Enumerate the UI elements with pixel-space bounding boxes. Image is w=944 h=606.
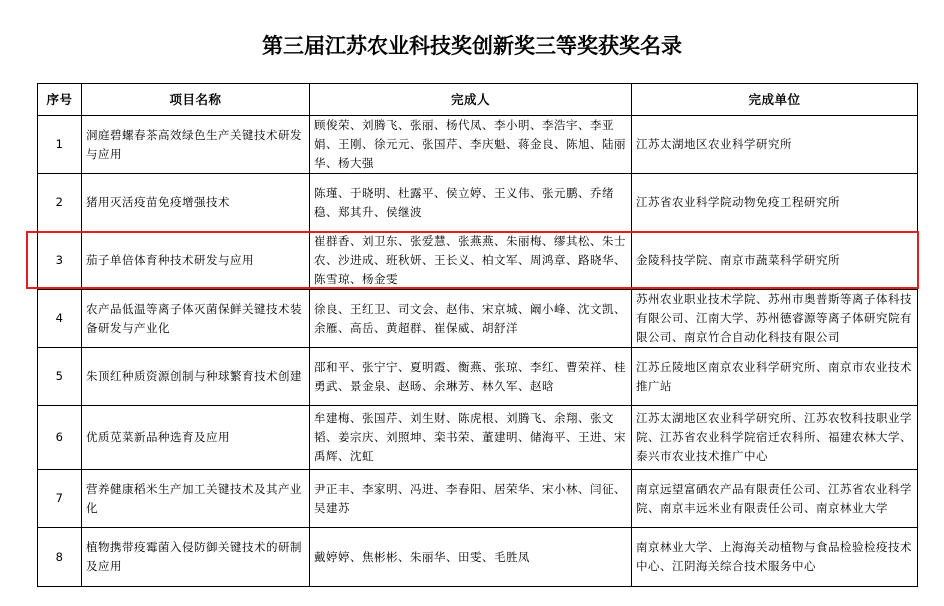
table-row xyxy=(38,348,918,406)
header-unit: 完成单位 xyxy=(632,84,918,116)
header-project: 项目名称 xyxy=(82,84,310,116)
table-row xyxy=(38,406,918,470)
unit: 金陵科技学院、南京市蔬菜科学研究所 xyxy=(632,232,918,290)
people: 徐良、王红卫、司文会、赵伟、宋京城、阚小峰、沈文凯、余雁、高岳、黄超群、崔保威、胡舒洋 xyxy=(310,290,632,348)
unit: 南京林业大学、上海海关动植物与食品检验检疫技术中心、江阴海关综合技术服务中心 xyxy=(632,528,918,587)
project-name: 优质苋菜新品种选育及应用 xyxy=(82,406,310,470)
table-header-row xyxy=(38,84,918,116)
project-name: 朱顶红种质资源创制与种球繁育技术创建 xyxy=(82,348,310,406)
people: 尹正丰、李家明、冯进、李春阳、居荣华、宋小林、闫征、吴建苏 xyxy=(310,470,632,528)
unit: 苏州农业职业技术学院、苏州市奥普斯等离子体科技有限公司、江南大学、苏州德睿源等离子体研究院有限公司、南京竹合自动化科技有限公司 xyxy=(632,290,918,348)
people: 顾俊荣、刘腾飞、张丽、杨代凤、李小明、李浩宇、李亚娟、王刚、徐元元、张国芹、李庆魁、蒋金良、陈旭、陆丽华、杨大强 xyxy=(310,116,632,174)
people: 崔群香、刘卫东、张爱慧、张燕燕、朱丽梅、缪其松、朱士农、沙进成、班秋妍、王长义、柏文军、周鸿章、路晓华、陈雪琼、杨金雯 xyxy=(310,232,632,290)
people: 牟建梅、张国芹、刘生财、陈虎根、刘腾飞、余翔、张文韬、姜宗庆、刘照坤、栾书荣、董建明、储海平、王进、宋禹辉、沈虹 xyxy=(310,406,632,470)
row-number: 1 xyxy=(38,116,82,174)
unit: 江苏省农业科学院动物免疫工程研究所 xyxy=(632,174,918,232)
project-name: 猪用灭活疫苗免疫增强技术 xyxy=(82,174,310,232)
project-name: 植物携带疫霉菌入侵防御关键技术的研制及应用 xyxy=(82,528,310,587)
project-name: 洞庭碧螺春茶高效绿色生产关键技术研发与应用 xyxy=(82,116,310,174)
table-row xyxy=(38,528,918,587)
row-number: 8 xyxy=(38,528,82,587)
row-number: 7 xyxy=(38,470,82,528)
people: 邵和平、张宁宁、夏明霞、衡燕、张琼、李红、曹荣祥、桂勇武、景金泉、赵旸、余琳芳、林久军、赵晗 xyxy=(310,348,632,406)
unit: 南京远望富硒农产品有限责任公司、江苏省农业科学院、南京丰远米业有限责任公司、南京林业大学 xyxy=(632,470,918,528)
project-name: 营养健康稻米生产加工关键技术及其产业化 xyxy=(82,470,310,528)
row-number: 4 xyxy=(38,290,82,348)
people: 陈瑾、于晓明、杜露平、侯立婷、王义伟、张元鹏、乔绪稳、郑其升、侯继波 xyxy=(310,174,632,232)
row-number: 6 xyxy=(38,406,82,470)
project-name: 茄子单倍体育种技术研发与应用 xyxy=(82,232,310,290)
awards-table xyxy=(37,83,918,587)
table-row xyxy=(38,290,918,348)
table-row xyxy=(38,470,918,528)
unit: 江苏太湖地区农业科学研究所、江苏农牧科技职业学院、江苏省农业科学院宿迁农科所、福建农林大学、泰兴市农业技术推广中心 xyxy=(632,406,918,470)
row-number: 5 xyxy=(38,348,82,406)
row-number: 3 xyxy=(38,232,82,290)
people: 戴婷婷、焦彬彬、朱丽华、田雯、毛胜凤 xyxy=(310,528,632,587)
table-row xyxy=(38,116,918,174)
project-name: 农产品低温等离子体灭菌保鲜关键技术装备研发与产业化 xyxy=(82,290,310,348)
table-row xyxy=(38,232,918,290)
table-row xyxy=(38,174,918,232)
header-people: 完成人 xyxy=(310,84,632,116)
unit: 江苏丘陵地区南京农业科学研究所、南京市农业技术推广站 xyxy=(632,348,918,406)
row-number: 2 xyxy=(38,174,82,232)
header-no: 序号 xyxy=(38,84,82,116)
unit: 江苏太湖地区农业科学研究所 xyxy=(632,116,918,174)
document-title: 第三届江苏农业科技奖创新奖三等奖获奖名录 xyxy=(262,34,682,58)
